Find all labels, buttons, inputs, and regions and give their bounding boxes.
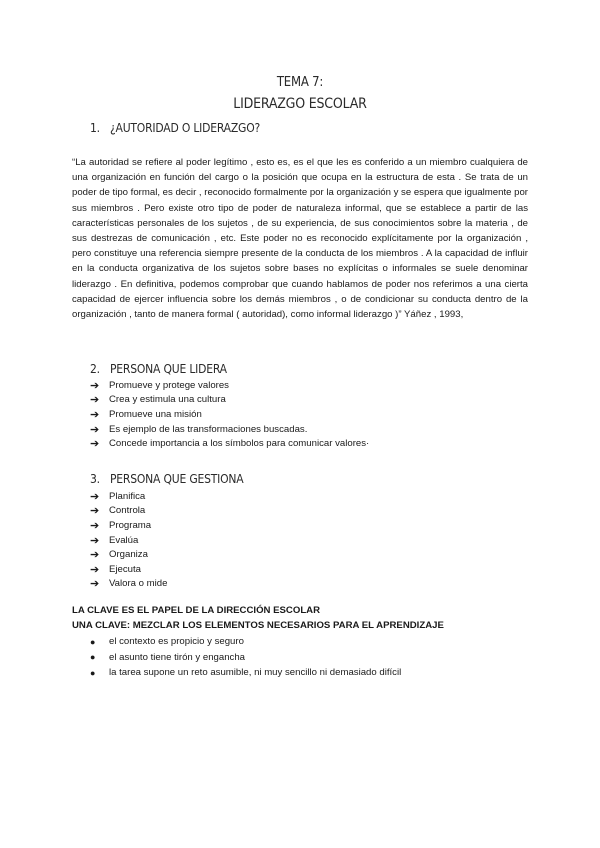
- section1-number: 1.: [90, 121, 100, 135]
- list-item: ➔ Controla: [90, 505, 146, 518]
- clave-line1: LA CLAVE ES EL PAPEL DE LA DIRECCIÓN ESCOLAR: [72, 605, 321, 616]
- list-item: ● el asunto tiene tirón y engancha: [90, 651, 246, 663]
- section3-title: PERSONA QUE GESTIONA: [110, 472, 244, 486]
- arrow-icon: ➔: [90, 519, 100, 532]
- document-title-line2: LIDERAZGO ESCOLAR: [233, 96, 367, 112]
- arrow-icon: ➔: [90, 578, 100, 591]
- list-item: ● el contexto es propicio y seguro: [90, 636, 244, 648]
- list-item: ➔ Promueve y protege valores: [90, 379, 229, 392]
- list-item: ➔ Concede importancia a los símbolos para comunicar valores·: [90, 438, 370, 451]
- arrow-icon: ➔: [90, 379, 100, 392]
- section1-title: ¿AUTORIDAD O LIDERAZGO?: [110, 121, 261, 135]
- section3-list: [90, 489, 167, 591]
- document-title-line1: TEMA 7:: [276, 75, 324, 90]
- section2-title: PERSONA QUE LIDERA: [110, 362, 227, 376]
- section3-number: 3.: [90, 472, 100, 486]
- section2-heading: [90, 362, 227, 376]
- section2-number: 2.: [90, 362, 100, 376]
- list-item: ● la tarea supone un reto asumible, ni muy sencillo ni demasiado difícil: [90, 667, 402, 679]
- section3-heading: [90, 472, 244, 486]
- arrow-icon: ➔: [90, 490, 100, 503]
- section1-heading: [90, 121, 260, 135]
- clave-list: [90, 634, 401, 681]
- arrow-icon: ➔: [90, 563, 100, 576]
- list-item: ➔ Ejecuta: [90, 563, 141, 576]
- list-item: ➔ Planifica: [90, 490, 146, 503]
- arrow-icon: ➔: [90, 549, 100, 562]
- list-item: ➔ Organiza: [90, 549, 148, 562]
- arrow-icon: ➔: [90, 408, 100, 421]
- arrow-icon: ➔: [90, 505, 100, 518]
- list-item: ➔ Crea y estimula una cultura: [90, 394, 226, 407]
- list-item: ➔ Es ejemplo de las transformaciones buscadas.: [90, 423, 308, 436]
- list-item: ➔ Promueve una misión: [90, 408, 202, 421]
- arrow-icon: ➔: [90, 394, 100, 407]
- arrow-icon: ➔: [90, 438, 100, 451]
- bullet-icon: ●: [90, 636, 96, 647]
- section2-list: [90, 378, 369, 451]
- clave-line2: UNA CLAVE: MEZCLAR LOS ELEMENTOS NECESARIOS PARA EL APRENDIZAJE: [72, 620, 444, 631]
- arrow-icon: ➔: [90, 534, 100, 547]
- section1-quote: “La autoridad se refiere al poder legítimo , esto es, es el que les es conferido a un miembro cualquiera de una organización en función del cargo o la posición que ocupa en la estructura de esta . Se trata de un poder de tipo formal, es decir , reconocido formalmente por la organización y se espera que igualmente por sus miembros . Pero existe otro tipo de poder de naturaleza informal, que se establece a partir de las características personales de los sujetos , de su experiencia, de sus conocimientos sobre la materia , de sus destrezas de comunicación , etc. Este poder no es reconocido explícitamente por la organización , pero constituye una referencia siempre presente de la conducta de los miembros . A la capacidad de influir en la conducta organizativa de los sujetos sobre bases no explícitas o informales se suele denominar liderazgo . En definitiva, podemos comprobar que cuando hablamos de poder nos referimos a una cierta capacidad de ejercer influencia sobre los demás miembros , o de condicionar su conducta dentro de la organización , tanto de manera formal ( autoridad), como informal liderazgo )” Yáñez , 1993,: [72, 157, 528, 321]
- list-item: ➔ Evalúa: [90, 534, 139, 547]
- bullet-icon: ●: [90, 667, 96, 678]
- list-item: ➔ Valora o mide: [90, 578, 168, 591]
- list-item: ➔ Programa: [90, 519, 152, 532]
- bullet-icon: ●: [90, 652, 96, 663]
- arrow-icon: ➔: [90, 423, 100, 436]
